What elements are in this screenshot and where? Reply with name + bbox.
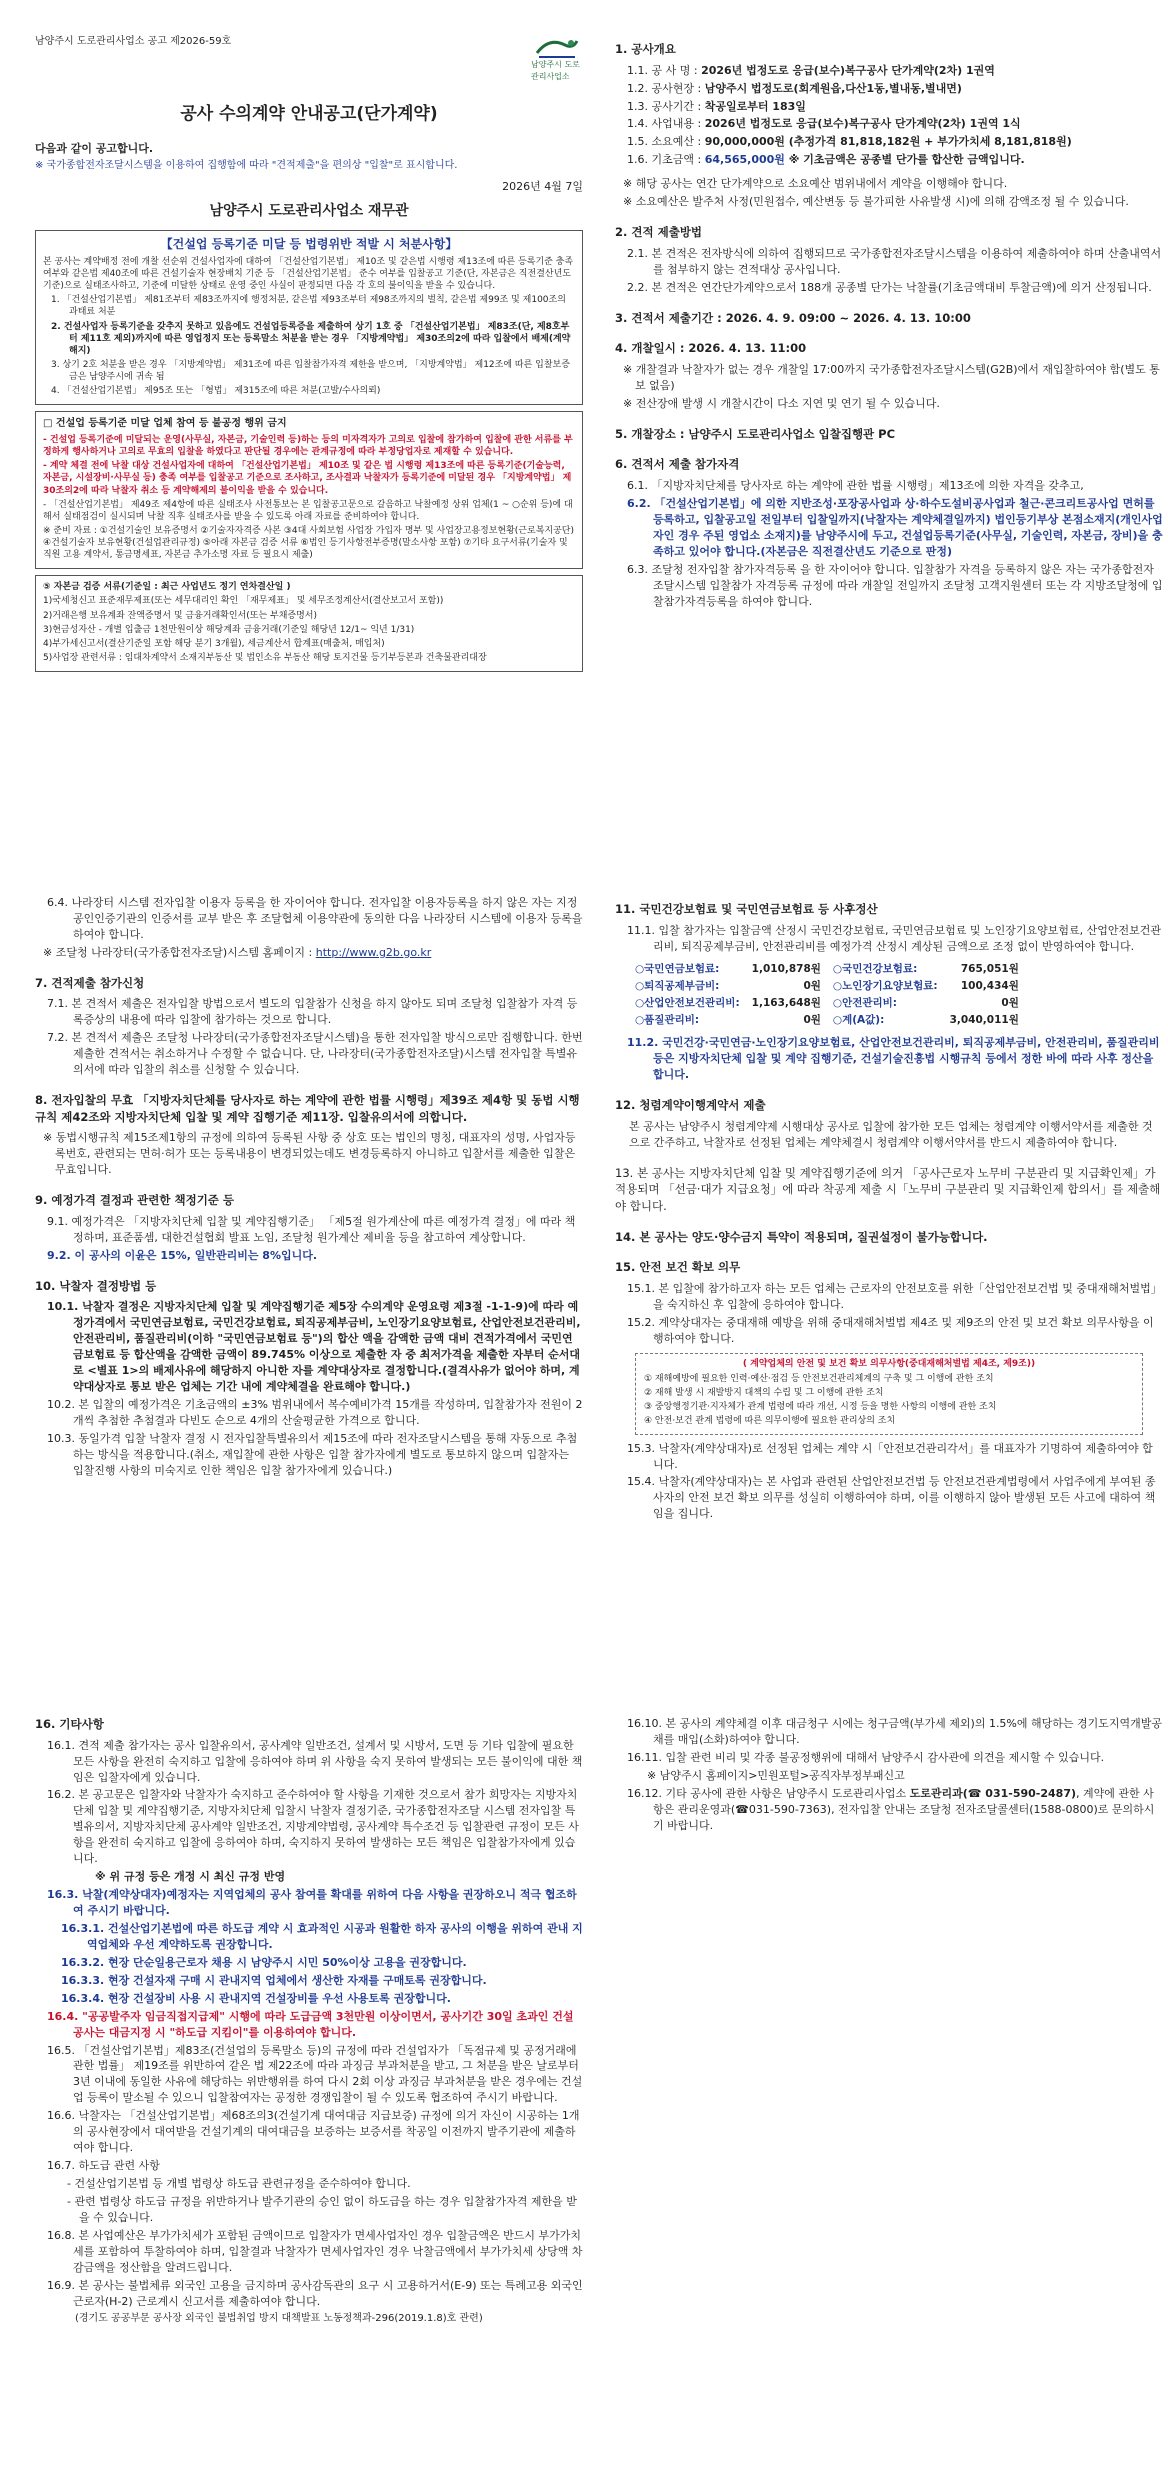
section-title: 6. 견적서 제출 참가자격	[615, 457, 740, 472]
intro: 다음과 같이 공고합니다.	[35, 141, 154, 155]
misc-item: 16.2. 본 공고문은 입찰자와 낙찰자가 숙지하고 준수하여야 할 사항을 기재한 것으로서 참가 희망자는 지방자치단체 입찰 및 계약집행기준, 지방자치단체 입찰시 낙찰자 결정기준, 국가종합전자조달 시스템 전자입찰 특별유의서, 지방자치단체 공사계약 일반조건, 지방계약법령, 공사계약 특수조건 등 입찰관련 규정이 모든 사항을 완전히 숙지하고 입찰에 응하여야 하며, 숙지하지 못하여 발생하는 모든 책임은 입찰참가자에게 있습니다.	[47, 1788, 579, 1866]
insurance-table	[629, 961, 1025, 1030]
section-title: 10. 낙찰자 결정방법 등	[35, 1278, 157, 1293]
misc-item: 16.1. 견적 제출 참가자는 공사 입찰유의서, 공사계약 일반조건, 설계서 및 시방서, 도면 등 기타 입찰에 필요한 모든 사항을 완전히 숙지하고 입찰에 응하여야 하며 위 사항을 숙지 못하여 발생되는 모든 불이익에 대한 책임은 입찰자에게 있습니다.	[47, 1738, 583, 1784]
penalty-item: 2. 건설사업자 등록기준을 갖추지 못하고 있음에도 건설업등록증을 제출하여 상기 1호 중 「건설산업기본법」 제83조(단, 제8호부터 제11호 제외)까지에 따른 영업정지 또는 등록말소 처분을 받는 경우 「지방계약법」 제30조의2에 따라 입찰에서 배제(계약 해지)	[51, 321, 571, 356]
submission-item: 2.2. 본 견적은 연간단가계약으로서 188개 공종별 단가는 낙찰률(기초금액대비 투찰금액)에 의거 산정됩니다.	[627, 280, 1152, 294]
subcontract-item: - 관련 법령상 하도급 규정을 위반하거나 발주기관의 승인 없이 하도급을 하는 경우 입찰참가자격 제한을 받을 수 있습니다.	[67, 2194, 577, 2224]
section-title: 11. 국민건강보험료 및 국민연금보험료 등 사후정산	[615, 902, 878, 916]
penalty-item: 1. 「건설산업기본법」 제81조부터 제83조까지에 행정처분, 같은법 제93조부터 제98조까지의 벌칙, 같은법 제99조 및 제100조의 과태료 처분	[51, 295, 566, 318]
qualification-item: 6.3. 조달청 전자입찰 참가자격등록 을 한 자이어야 합니다. 입찰참가 자격을 등록하지 않은 자는 국가종합전자조달시스템 입찰참가 자격등록 규정에 따라 개찰일 전일까지 조달청 고객지원센터 또는 각 지방조달청에 입찰참가자격등록을 하여야 합니다.	[627, 562, 1163, 608]
award-item: 10.1. 낙찰자 결정은 지방자치단체 입찰 및 계약집행기준 제5장 수의계약 운영요령 제3절 -1-1-9)에 따라 예정가격에서 국민연금보험료, 국민건강보험료, 퇴직공제부금비, 노인장기요양보험료, 산업안전보건관리비, 안전관리비, 품질관리비(이하 "국민연금보험료 등")의 합산 액을 감액한 금액 대비 견적가격에서 국민연금보험료 등 합산액을 감액한 금액이 89.745% 이상으로 제출한 자 중 최저가격을 제출한 자부터 순서대로 <별표 1>의 배제사유에 해당하지 아니한 자를 계약대상자로 결정합니다.(결격사유가 없어야 하며, 계약대상자로 통보 받은 업체는 기간 내에 계약체결을 완료해야 합니다.)	[47, 1300, 581, 1394]
local-item: 16.3.2. 현장 단순일용근로자 채용 시 남양주시 시민 50%이상 고용을 권장합니다.	[61, 1955, 467, 1969]
unfair-item: - 계약 체결 전에 낙찰 대상 건설사업자에 대하여 「건설산업기본법」 제10조 및 같은 법 시행령 제13조에 따른 등록기준(기술능력, 자본금, 시설장비·사무실 등) 충족 여부를 입찰공고 기준으로 조사하고, 조사결과 낙찰자가 등록기준에 미달된 경우 「지방계약법」 제30조의2에 따라 낙찰자 취소 등 계약해제의 불이익을 받을 수 있습니다.	[43, 461, 572, 496]
misc-item: 16.4. "공공발주자 임금직접지급제" 시행에 따라 도급금액 3천만원 이상이면서, 공사기간 30일 초과인 건설공사는 대금지정 시 "하도급 지킴이"를 이용하여야 합니다.	[47, 2009, 574, 2039]
section-title: 9. 예정가격 결정과 관련한 책정기준 등	[35, 1193, 235, 1208]
price-item: 9.2. 이 공사의 이윤은 15%, 일반관리비는 8%입니다.	[47, 1248, 318, 1262]
opening-note: ※ 개찰결과 낙찰자가 없는 경우 개찰일 17:00까지 국가종합전자조달시스템(G2B)에서 재입찰하여야 함(별도 통보 없음)	[623, 363, 1160, 392]
capital-docs-box	[35, 575, 583, 672]
qualification-item: 6.2. 「건설산업기본법」에 의한 지반조성·포장공사업과 상·하수도설비공사업과 철근·콘크리트공사업 면허를 등록하고, 입찰공고일 전일부터 입찰일까지(낙찰자는 계약체결일까지) 법인등기부상 본점소재지(개인사업자인 경우 주된 영업소 소재지)를 남양주시에 두고, 건설업등록기준(사무실, 기술인력, 자본금, 장비)을 충족하고 있어야 합니다.(자본금은 직전결산년도 기준으로 판정)	[627, 497, 1163, 558]
agency-name: 남양주시 도로관리사업소 재무관	[209, 203, 409, 220]
section-title: 1. 공사개요	[615, 42, 676, 56]
penalty-box	[35, 230, 583, 406]
safety-item: 15.2. 계약상대자는 중대재해 예방을 위해 중대재해처벌법 제4조 및 제9조의 안전 및 보건 확보 의무사항을 이행하여야 합니다.	[627, 1316, 1154, 1345]
misc-item: 16.3. 낙찰(계약상대자)예정자는 지역업체의 공사 참여를 확대를 위하여 다음 사항을 권장하오니 적극 협조하여 주시기 바랍니다.	[47, 1888, 577, 1918]
safety-obligation: ① 재해예방에 필요한 인력·예산·점검 등 안전보건관리체계의 구축 및 그 이행에 관한 조치	[644, 1374, 994, 1385]
insurance-item: 11.1. 입찰 참가자는 입찰금액 산정시 국민건강보험료, 국민연금보험료 및 노인장기요양보험료, 산업안전보건관리비, 퇴직공제부금비, 안전관리비를 예정가격 산정시 계상된 금액으로 조정 없이 반영하여야 합니다.	[627, 923, 1161, 953]
section-title: 16. 기타사항	[35, 1717, 104, 1731]
transfer-ban-section: 14. 본 공사는 양도·양수금지 특약이 적용되며, 질권설정이 불가능합니다.	[615, 1229, 988, 1244]
overview-note: ※ 해당 공사는 연간 단가계약으로 소요예산 범위내에서 계약을 이행해야 합니다.	[623, 177, 1008, 191]
section-title: 15. 안전 보건 확보 의무	[615, 1260, 741, 1275]
table-row: ○품질관리비: 0원 ○계(A값): 3,040,011원	[635, 1014, 1019, 1027]
local-item: 16.3.1. 건설산업기본법에 따른 하도급 계약 시 효과적인 시공과 원활한 하자 공사의 이행을 위하여 관내 지역업체와 우선 계약하도록 권장합니다.	[61, 1921, 583, 1951]
safety-item: 15.4. 낙찰자(계약상대자)는 본 사업과 관련된 산업안전보건법 등 안전보건관계법령에서 사업주에게 부여된 종사자의 안전 보건 확보 의무를 성실히 이행하여야 하며, 이를 이행하지 않아 발생된 모든 사고에 대하여 책임을 집니다.	[627, 1475, 1156, 1521]
contact-item: 16.12. 기타 공사에 관한 사항은 남양주시 도로관리사업소 도로관리과(☎ 031-590-2487), 계약에 관한 사항은 관리운영과(☎031-590-7363), 전자입찰 안내는 조달청 전자조달콜센터(1588-0800)로 문의하시기 바랍니다.	[627, 1786, 1155, 1832]
safety-box-title: ( 계약업체의 안전 및 보건 확보 의무사항(중대재해처벌법 제4조, 제9조))	[742, 1358, 1036, 1369]
section-title: 12. 청렴계약이행계약서 제출	[615, 1098, 766, 1113]
integrity-text: 본 공사는 남양주시 청렴계약제 시행대상 공사로 입찰에 참가한 모든 업체는 청렴계약 이행서약서를 제출한 것으로 간주하고, 낙찰자로 선정된 업체는 계약체결시 청렴계약 이행서약서를 반드시 제출하여야 합니다.	[629, 1119, 1153, 1149]
opening-place: 5. 개찰장소 : 남양주시 도로관리사업소 입찰집행관 PC	[615, 426, 896, 441]
penalty-item: 4. 「건설산업기본법」 제95조 또는 「형법」 제315조에 따른 처분(고발/수사의뢰)	[51, 386, 381, 397]
capital-doc-item: 1)국세청신고 표준재무제표(또는 세무대리인 확인 「재무제표」 및 세무조정계산서(결산보고서 포함))	[43, 596, 444, 607]
submission-item: 2.1. 본 견적은 전자방식에 의하여 집행되므로 국가종합전자조달시스템을 이용하여 제출하여야 하며 산출내역서를 첨부하지 않는 견적대상 공사입니다.	[627, 246, 1162, 276]
capital-doc-item: 3)현금성자산 - 개별 입출금 1천만원이상 해당계좌 금융거래(기준일 해당년 12/1~ 익년 1/31)	[43, 624, 415, 635]
labor-cost-section: 13. 본 공사는 지방자치단체 입찰 및 계약집행기준에 의거 「공사근로자 노무비 구분관리 및 지급확인제」가 적용되며 「선금·대가 지급요청」에 따라 착공계 제출 시「노무비 구분관리 및 지급확인제 합의서」를 제출해야 합니다.	[615, 1165, 1161, 1214]
section-title: 8. 전자입찰의 무효 「지방자치단체를 당사자로 하는 계약에 관한 법률 시행령」제39조 제4항 및 동법 시행규칙 제42조와 지방자치단체 입찰 및 계약 집행기준 제11장. 입찰유의서에 의합니다.	[35, 1093, 580, 1124]
capital-docs-title: ⑤ 자본금 검증 서류(기준일 : 최근 사업년도 정기 연차결산일 )	[43, 582, 291, 593]
intro-note: ※ 국가종합전자조달시스템을 이용하여 집행함에 따라 "견적제출"을 편의상 "입찰"로 표시합니다.	[35, 159, 458, 171]
page-title: 공사 수의계약 안내공고(단가계약)	[180, 104, 438, 125]
misc-item: 16.11. 입찰 관련 비리 및 각종 불공정행위에 대해서 남양주시 감사관에 의견을 제시할 수 있습니다.	[627, 1750, 1105, 1764]
participation-item: 7.2. 본 견적서 제출은 조달청 나라장터(국가종합전자조달시스템)을 통한 전자입찰 방식으로만 집행합니다. 한번 제출한 견적서는 취소하거나 수정할 수 없습니다. 단, 나라장터(국가종합전자조달)시스템 전자입찰 특별유의서에 따라 입찰의 취소를 신청할 수 있습니다.	[47, 1031, 583, 1077]
safety-item: 15.3. 낙찰자(계약상대자)로 선정된 업체는 계약 시「안전보건관리각서」를 대표자가 기명하여 제출하여야 합니다.	[627, 1441, 1153, 1471]
opening-note: ※ 전산장애 발생 시 개찰시간이 다소 지연 및 연기 될 수 있습니다.	[623, 396, 940, 410]
notice-date: 2026년 4월 7일	[502, 180, 583, 194]
page-header	[35, 35, 583, 82]
table-row: ○퇴직공제부금비: 0원 ○노인장기요양보험료: 100,434원	[635, 979, 1019, 992]
penalty-box-title: 【건설업 등록기준 미달 등 법령위반 적발 시 처분사항】	[160, 236, 458, 251]
penalty-body: 본 공사는 계약배정 전에 개찰 선순위 건설사업자에 대하여 「건설산업기본법」 제10조 및 같은법 시행령 제13조에 따른 등록기준 충족 여부와 같은법 제40조에 따른 건설기술자 현장배치 기준 등 「건설산업기본법」 준수 여부를 입찰공고 기준(단, 자본금은 직전결산년도 기준)으로 실태조사하고, 기준에 미달한 상태로 운영 중인 사실이 판정되면 다음 각 호의 불이익을 받을 수 있습니다.	[43, 256, 574, 292]
penalty-item: 3. 상기 2호 처분을 받은 경우 「지방계약법」 제31조에 따른 입찰참가자격 제한을 받으며, 「지방계약법」 제12조에 따른 입찰보증금은 남양주시에 귀속 됨	[51, 360, 570, 383]
section-title: 7. 견적제출 참가신청	[35, 975, 145, 990]
price-item: 9.1. 예정가격은 「지방자치단체 입찰 및 계약집행기준」 「제5절 원가계산에 따른 예정가격 결정」에 따라 책정하며, 표준품셈, 대한건설협회 발표 노임, 조달청 원가계산 제비율 등을 참고하여 계상합니다.	[47, 1214, 576, 1244]
submission-period: 3. 견적서 제출기간 : 2026. 4. 9. 09:00 ~ 2026. 4. 13. 10:00	[615, 310, 971, 325]
overview-row: 1.3. 공사기간 : 착공일로부터 183일	[627, 99, 806, 113]
participation-item: 7.1. 본 견적서 제출은 전자입찰 방법으로서 별도의 입찰참가 신청을 하지 않아도 되며 조달청 입찰참가 자격 등록증상의 내용에 따라 입찰에 참가하는 것으로 합니다.	[47, 997, 578, 1027]
overview-row: 1.1. 공 사 명 : 2026년 법정도로 응급(보수)복구공사 단가계약(2차) 1권역	[627, 63, 995, 77]
misc-item: 16.5. 「건설산업기본법」제83조(건설업의 등록말소 등)의 규정에 따라 건설업자가 「독점규제 및 공정거래에 관한 법률」 제19조를 위반하여 같은 법 제22조에 따라 과징금 부과처분을 받고, 그 처분을 받은 날로부터 3년 이내에 동일한 사유에 해당하는 위반행위를 하여 다시 2회 이상 과징금 부과처분을 받은 경우에는 건설업 등록이 말소될 수 있으니 입찰참여자는 공정한 경쟁입찰이 될 수 있도록 협조하여 주시기 바랍니다.	[47, 2043, 583, 2105]
misc-item: 16.7. 하도급 관련 사항	[47, 2159, 160, 2173]
page-4	[615, 895, 1163, 1521]
overview-row: 1.6. 기초금액 : 64,565,000원 ※ 기초금액은 공종별 단가를 합산한 금액입니다.	[627, 153, 1025, 167]
table-row: ○산업안전보건관리비: 1,163,648원 ○안전관리비: 0원	[635, 996, 1019, 1009]
insurance-item: 11.2. 국민건강·국민연금·노인장기요양보험료, 산업안전보건관리비, 퇴직공제부금비, 안전관리비, 품질관리비 등은 지방자치단체 입찰 및 계약 집행기준, 건설기술진흥법 시행규칙 등에서 정한 바에 따라 사후 정산을 합니다.	[627, 1036, 1160, 1082]
logo-icon	[535, 35, 579, 59]
s6-4: 6.4. 나라장터 시스템 전자입찰 이용자 등록을 한 자이어야 합니다. 전자입찰 이용자등록을 하지 않은 자는 지정 공인인증기관의 인증서를 교부 받은 후 조달협체 이용약관에 동의한 다음 나라장터 시스템에 이용자 등록을 하여야 합니다.	[47, 896, 583, 941]
award-item: 10.3. 동일가격 입찰 낙찰자 결정 시 전자입찰특별유의서 제15조에 따라 전자조달시스템을 통해 자동으로 추첨하는 방식을 적용합니다.(취소, 재입찰에 관한 사항은 입찰 참가자에게 별도로 통보하지 않으며 입찰자는 입찰진행 사항의 미숙지로 인한 책임은 입찰 참가자에게 있습니다.)	[47, 1431, 578, 1477]
page-1	[35, 35, 583, 885]
unfair-box-title: □ 건설업 등록기준 미달 업체 참여 등 불공정 행위 금지	[43, 418, 287, 430]
logo-text: 남양주시 도로관리사업소	[531, 60, 580, 81]
unfair-practice-box	[35, 411, 583, 569]
subcontract-item: - 건설산업기본법 등 개별 법령상 하도급 관련규정을 준수하여야 합니다.	[67, 2177, 411, 2191]
rule-update-note: ※ 위 규정 등은 개정 시 최신 규정 반영	[95, 1870, 286, 1884]
unfair-item: - 「건설산업기본법」 제49조 제4항에 따른 실태조사 사전통보는 본 입찰공고문으로 갈음하고 낙찰예정 상위 업체(1 ~ ○순위 등)에 대해서 실태점검이 실시되며 낙찰 직후 실태조사를 받을 수 있도록 아래 자료를 준비하여야 합니다.	[43, 499, 573, 522]
table-row: ○국민연금보험료: 1,010,878원 ○국민건강보험료: 765,051원	[635, 962, 1019, 975]
overview-list	[615, 63, 1163, 169]
capital-doc-item: 2)거래은행 보유계좌 잔액증명서 및 금융거래확인서(또는 부채증명서)	[43, 610, 317, 621]
overview-row: 1.4. 사업내용 : 2026년 법정도로 응급(보수)복구공사 단가계약(2차) 1권역 1식	[627, 117, 1021, 131]
notice-number: 남양주시 도로관리사업소 공고 제2026-59호	[35, 36, 232, 47]
capital-doc-item: 4)부가세신고서(결산기준일 포함 해당 분기 3개월), 세금계산서 합계표(매출처, 매입처)	[43, 638, 385, 649]
safety-obligation: ② 재해 발생 시 재발방지 대책의 수립 및 그 이행에 관한 조치	[644, 1388, 884, 1399]
award-item: 10.2. 본 입찰의 예정가격은 기초금액의 ±3% 범위내에서 복수예비가격 15개를 작성하며, 입찰참가자 전원이 2개씩 추첨한 추첨결과 다빈도 순으로 4개의 산술평균한 가격으로 합니다.	[47, 1398, 583, 1427]
page-5	[35, 1710, 583, 2450]
overview-note: ※ 소요예산은 발주처 사정(민원접수, 예산변동 등 불가피한 사유발생 시)에 의해 감액조정 될 수 있습니다.	[623, 195, 1129, 209]
unfair-item: - 건설업 등록기준에 미달되는 운영(사무실, 자본금, 기술인력 등)하는 등의 미자격자가 고의로 입찰에 참가하여 입찰에 관한 서류를 부정하게 행사하거나 고의로 무효의 입찰을 하였다고 판단될 경우에는 관계규정에 따라 부정당업자로 제재할 수 있습니다.	[43, 434, 573, 458]
capital-doc-item: 5)사업장 관련서류 : 임대차계약서 소재지부동산 및 법인소유 부동산 해당 토지건물 등기부등본과 건축물관리대장	[43, 653, 487, 664]
misc-item: 16.6. 낙찰자는 「건설산업기본법」제68조의3(건설기계 대여대금 지급보증) 규정에 의거 자신이 시공하는 1개의 공사현장에서 대여받을 건설기계의 대여대금을 보증하는 보증서를 착공일 이전까지 발주기관에 제출하여야 합니다.	[47, 2109, 580, 2155]
misc-item: 16.9. 본 공사는 불법체류 외국인 고용을 금지하며 공사감독관의 요구 시 고용하거서(E-9) 또는 특례고용 외국인 근로자(H-2) 근로계시 신고서를 제출하여야 합니다.	[47, 2278, 583, 2308]
safety-obligation: ③ 중앙행정기관·지자체가 관계 법령에 따라 개선, 시정 등을 명한 사항의 이행에 관한 조치	[644, 1402, 997, 1413]
g2b-note: ※ 조달청 나라장터(국가종합전자조달)시스템 홈페이지 : http://www.g2b.go.kr	[43, 945, 432, 959]
g2b-link[interactable]: http://www.g2b.go.kr	[315, 945, 432, 959]
invalid-note: ※ 동법시행규칙 제15조제1항의 규정에 의하여 등록된 사항 중 상호 또는 법인의 명칭, 대표자의 성명, 사업자등록번호, 관련되는 면허·허가 또는 등록내용이 변경되었는데도 변경등록하지 아니하고 입찰서를 제출한 입찰은 무효입니다.	[43, 1131, 576, 1177]
local-item: 16.3.4. 현장 건설장비 사용 시 관내지역 건설장비를 우선 사용토록 권장합니다.	[61, 1991, 451, 2005]
unfair-item: ※ 준비 자료 : ①건설기술인 보유증명서 ②기술자자격증 사본 ③4대 사회보험 사업장 가입자 명부 및 사업장고용정보현황(근로복지공단) ④건설기술자 보유현황(건설업관리규정) ⑤아래 자본금 검증 서류 ⑥법인 등기사항전부증명(말소사항 포함) ⑦기타 요구서류(기술자 및 직원 고용 계약서, 통금명세표, 자본금 추가소명 자료 등 필요시 제출)	[43, 525, 574, 561]
overview-row: 1.5. 소요예산 : 90,000,000원 (추정가격 81,818,182원 + 부가가치세 8,181,818원)	[627, 135, 1072, 149]
misc-item-tail: (경기도 공공부문 공사장 외국인 불법취업 방지 대책발표 노동정책과-296(2019.1.8)호 관련)	[75, 2312, 483, 2324]
agency-logo	[531, 35, 583, 82]
page-2	[615, 35, 1163, 885]
report-path-note: ※ 남양주시 홈페이지>민원포털>공직자부정부패신고	[647, 1768, 905, 1782]
opening-datetime: 4. 개찰일시 : 2026. 4. 13. 11:00	[615, 341, 807, 356]
local-item: 16.3.3. 현장 건설자재 구매 시 관내지역 업체에서 생산한 자재를 구매토록 권장합니다.	[61, 1973, 487, 1987]
misc-item: 16.10. 본 공사의 계약체결 이후 대금청구 시에는 청구금액(부가세 제외)의 1.5%에 해당하는 경기도지역개발공채를 매입(소화)하여야 합니다.	[627, 1717, 1163, 1746]
safety-obligations-box	[635, 1353, 1143, 1435]
section-title: 2. 견적 제출방법	[615, 225, 703, 240]
qualification-item: 6.1. 「지방자치단체를 당사자로 하는 계약에 관한 법률 시행령」제13조에 의한 자격을 갖추고,	[627, 479, 1084, 493]
safety-obligation: ④ 안전·보건 관계 법령에 따른 의무이행에 필요한 관리상의 조치	[644, 1416, 896, 1427]
page-3	[35, 895, 583, 1477]
page-6	[615, 1710, 1163, 2450]
misc-item: 16.8. 본 사업예산은 부가가치세가 포함된 금액이므로 입찰자가 면세사업자인 경우 입찰금액은 반드시 부가가치세를 포함하여 투찰하여야 하며, 입찰결과 낙찰자가 면세사업자인 경우 낙찰금액에서 부가가치세 상당액 차감금액을 정산함을 알려드립니다.	[47, 2228, 583, 2274]
safety-item: 15.1. 본 입찰에 참가하고자 하는 모든 업체는 근로자의 안전보호를 위한「산업안전보건법 및 중대재해처벌법」을 숙지하신 후 입찰에 응하여야 합니다.	[627, 1282, 1162, 1312]
overview-row: 1.2. 공사현장 : 남양주시 법정도로(회계원읍,다산1동,별내동,별내면)	[627, 81, 962, 95]
